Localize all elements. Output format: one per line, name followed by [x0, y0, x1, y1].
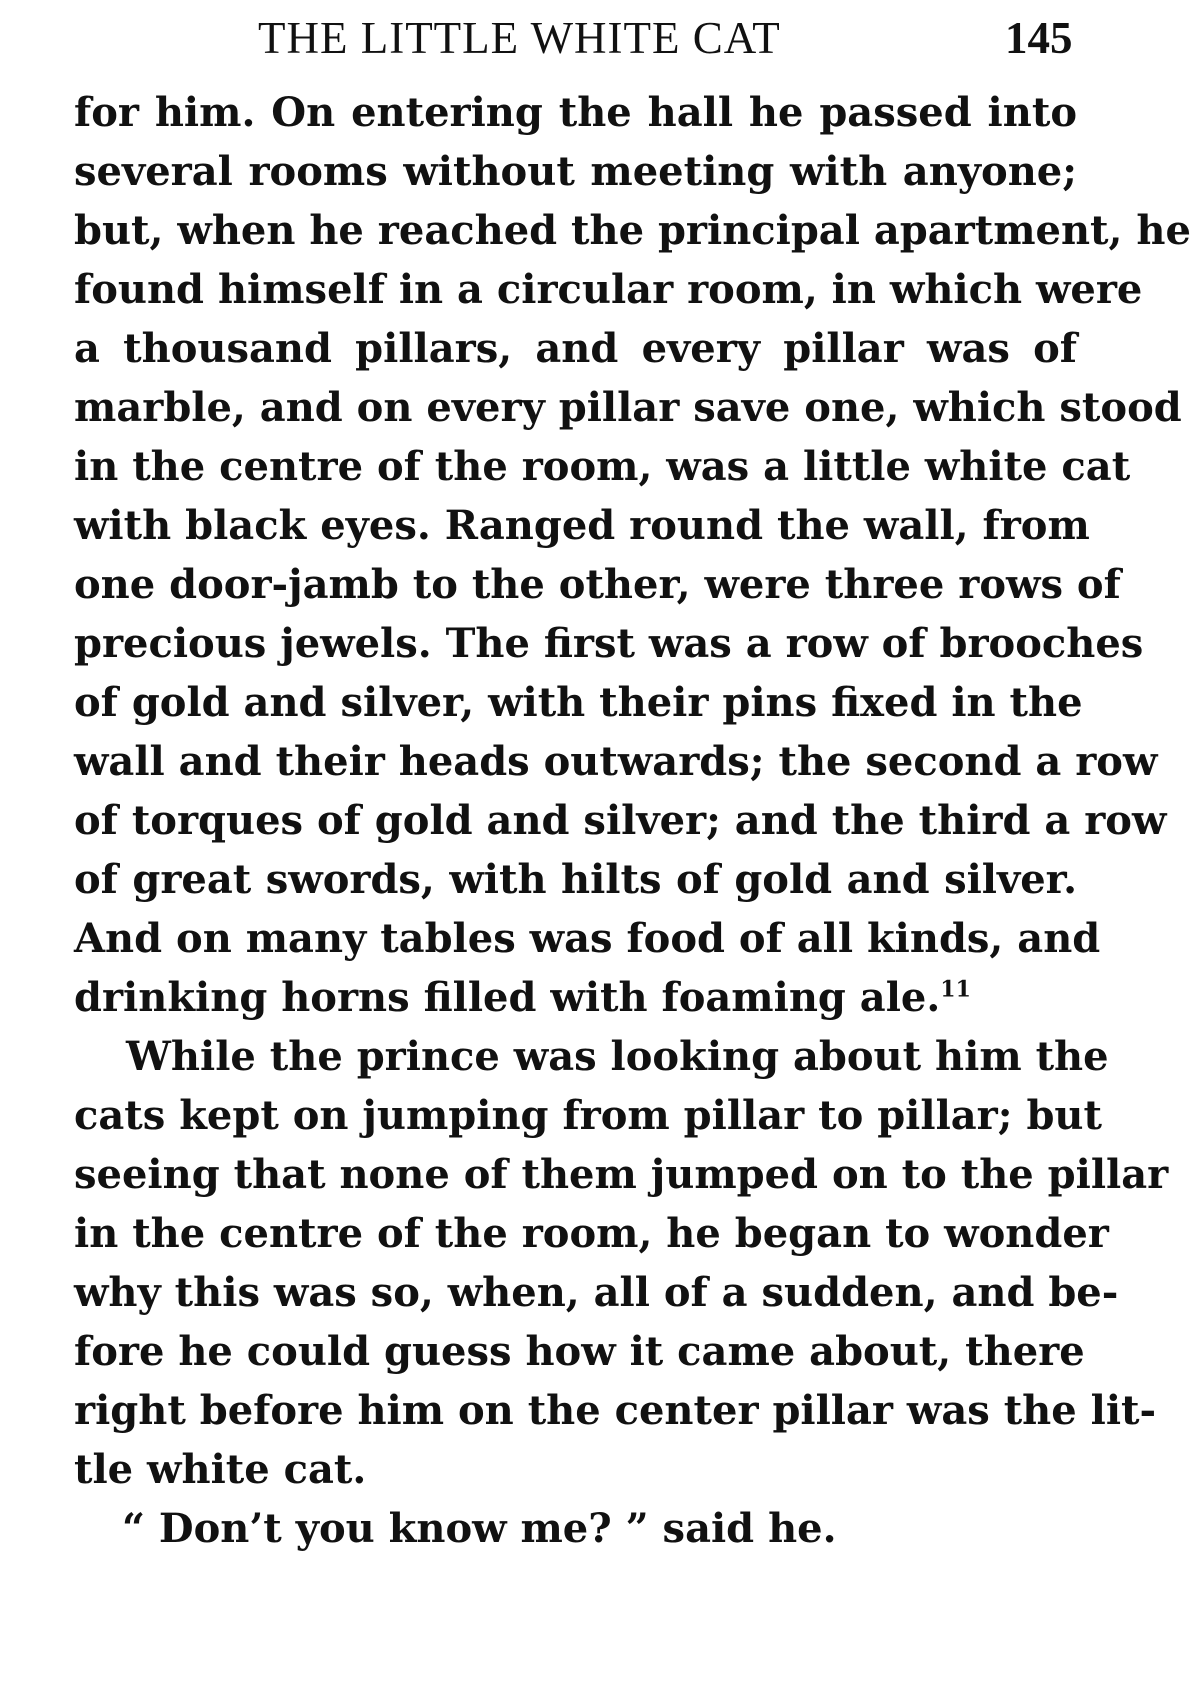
text-line: of gold and silver, with their pins fixed in the: [74, 679, 1083, 726]
text-line: cats kept on jumping from pillar to pillar; but: [74, 1092, 1102, 1139]
text-line: several rooms without meeting with anyone;: [74, 148, 1077, 195]
text-line: of great swords, with hilts of gold and silver.: [74, 856, 1077, 903]
text-line: of torques of gold and silver; and the third a row: [74, 797, 1167, 844]
text-line: marble, and on every pillar save one, which stood: [74, 384, 1182, 431]
text-line: precious jewels. The first was a row of brooches: [74, 620, 1144, 667]
text-line: in the centre of the room, was a little white cat: [74, 443, 1131, 490]
running-title: THE LITTLE WHITE CAT: [258, 13, 781, 63]
footnote-reference: 11: [940, 976, 971, 1003]
text-line: fore he could guess how it came about, there: [74, 1328, 1085, 1375]
text-line: a thousand pillars, and every pillar was of: [74, 325, 1077, 372]
text-line: why this was so, when, all of a sudden, and be-: [74, 1269, 1119, 1316]
text-line: with black eyes. Ranged round the wall, from: [74, 502, 1090, 549]
text-line: wall and their heads outwards; the second a row: [74, 738, 1158, 785]
text-line: found himself in a circular room, in which were: [74, 266, 1143, 313]
text-line: tle white cat.: [74, 1446, 367, 1493]
text-line: seeing that none of them jumped on to the pillar: [74, 1151, 1169, 1198]
text-line: While the prince was looking about him the: [126, 1033, 1109, 1080]
text-line: “ Don’t you know me? ” said he.: [122, 1505, 837, 1552]
text-line: right before him on the center pillar was the lit-: [74, 1387, 1157, 1434]
text-line: for him. On entering the hall he passed into: [74, 89, 1077, 136]
text-line: [74, 973, 1077, 1023]
text-line: one door-jamb to the other, were three rows of: [74, 561, 1121, 608]
text-line: in the centre of the room, he began to wonder: [74, 1210, 1109, 1257]
text-line: but, when he reached the principal apartment, he: [74, 207, 1191, 254]
page-number: 145: [1005, 13, 1073, 63]
text-line: And on many tables was food of all kinds, and: [74, 915, 1101, 962]
text-line-content: drinking horns filled with foaming ale.: [74, 974, 941, 1021]
